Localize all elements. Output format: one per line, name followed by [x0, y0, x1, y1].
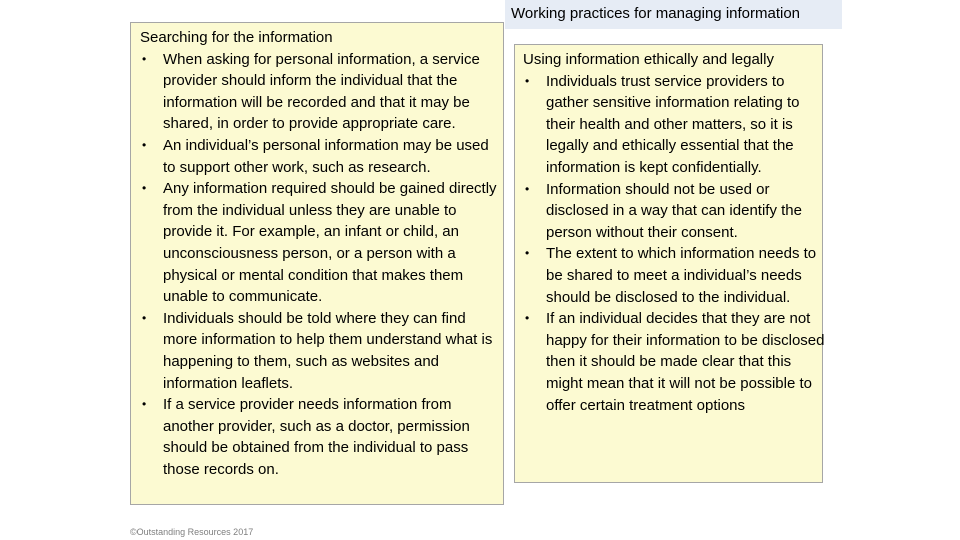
bullet-icon: • — [142, 137, 147, 152]
panel-heading: Using information ethically and legally — [523, 51, 774, 68]
bullet-icon: • — [525, 181, 530, 196]
panel-heading: Searching for the information — [140, 29, 333, 46]
copyright-footer: ©Outstanding Resources 2017 — [130, 527, 254, 537]
bullet-text: An individual’s personal information may be used to support other work, such as research. — [163, 136, 489, 176]
bullet-icon: • — [525, 311, 530, 326]
bullet-list — [523, 71, 825, 417]
slide-title: Working practices for managing information — [505, 0, 842, 29]
searching-information-panel — [130, 22, 504, 505]
list-item — [140, 135, 503, 178]
bullet-text: Individuals should be told where they can find more information to help them understand what is happening to them, such as websites and information leaflets. — [163, 309, 493, 392]
bullet-icon: • — [525, 73, 530, 88]
list-item — [140, 308, 503, 394]
bullet-text: Information should not be used or disclosed in a way that can identify the person without their consent. — [546, 180, 802, 241]
bullet-icon: • — [142, 397, 147, 412]
bullet-icon: • — [142, 181, 147, 196]
ethical-legal-panel — [514, 44, 823, 483]
bullet-icon: • — [142, 310, 147, 325]
bullet-icon: • — [525, 246, 530, 261]
bullet-text: If a service provider needs information from another provider, such as a doctor, permission should be obtained from the individual to pass those records on. — [163, 396, 470, 478]
bullet-text: When asking for personal information, a service provider should inform the individual that the information will be recorded and that it may be shared, in order to provide appropriate care. — [163, 50, 480, 133]
list-item — [523, 243, 826, 308]
list-item — [140, 178, 503, 308]
list-item — [140, 394, 503, 480]
bullet-text: The extent to which information needs to be shared to meet a individual’s needs should be disclosed to the individual. — [546, 245, 817, 306]
bullet-icon: • — [142, 51, 147, 66]
list-item — [523, 308, 826, 416]
bullet-text: Individuals trust service providers to gather sensitive information relating to their health and other matters, so it is legally and ethically essential that the information is kept confidentially. — [546, 72, 800, 176]
list-item — [523, 179, 826, 244]
bullet-list — [140, 49, 503, 481]
list-item — [523, 71, 826, 179]
bullet-text: Any information required should be gained directly from the individual unless they are unable to provide it. For example, an infant or child, an unconsciousness person, or a person with a physical or mental condition that makes them unable to communicate. — [163, 180, 497, 306]
bullet-text: If an individual decides that they are not happy for their information to be disclosed then it should be made clear that this might mean that it will not be possible to offer certain treatment options — [546, 310, 825, 414]
list-item — [140, 49, 503, 135]
